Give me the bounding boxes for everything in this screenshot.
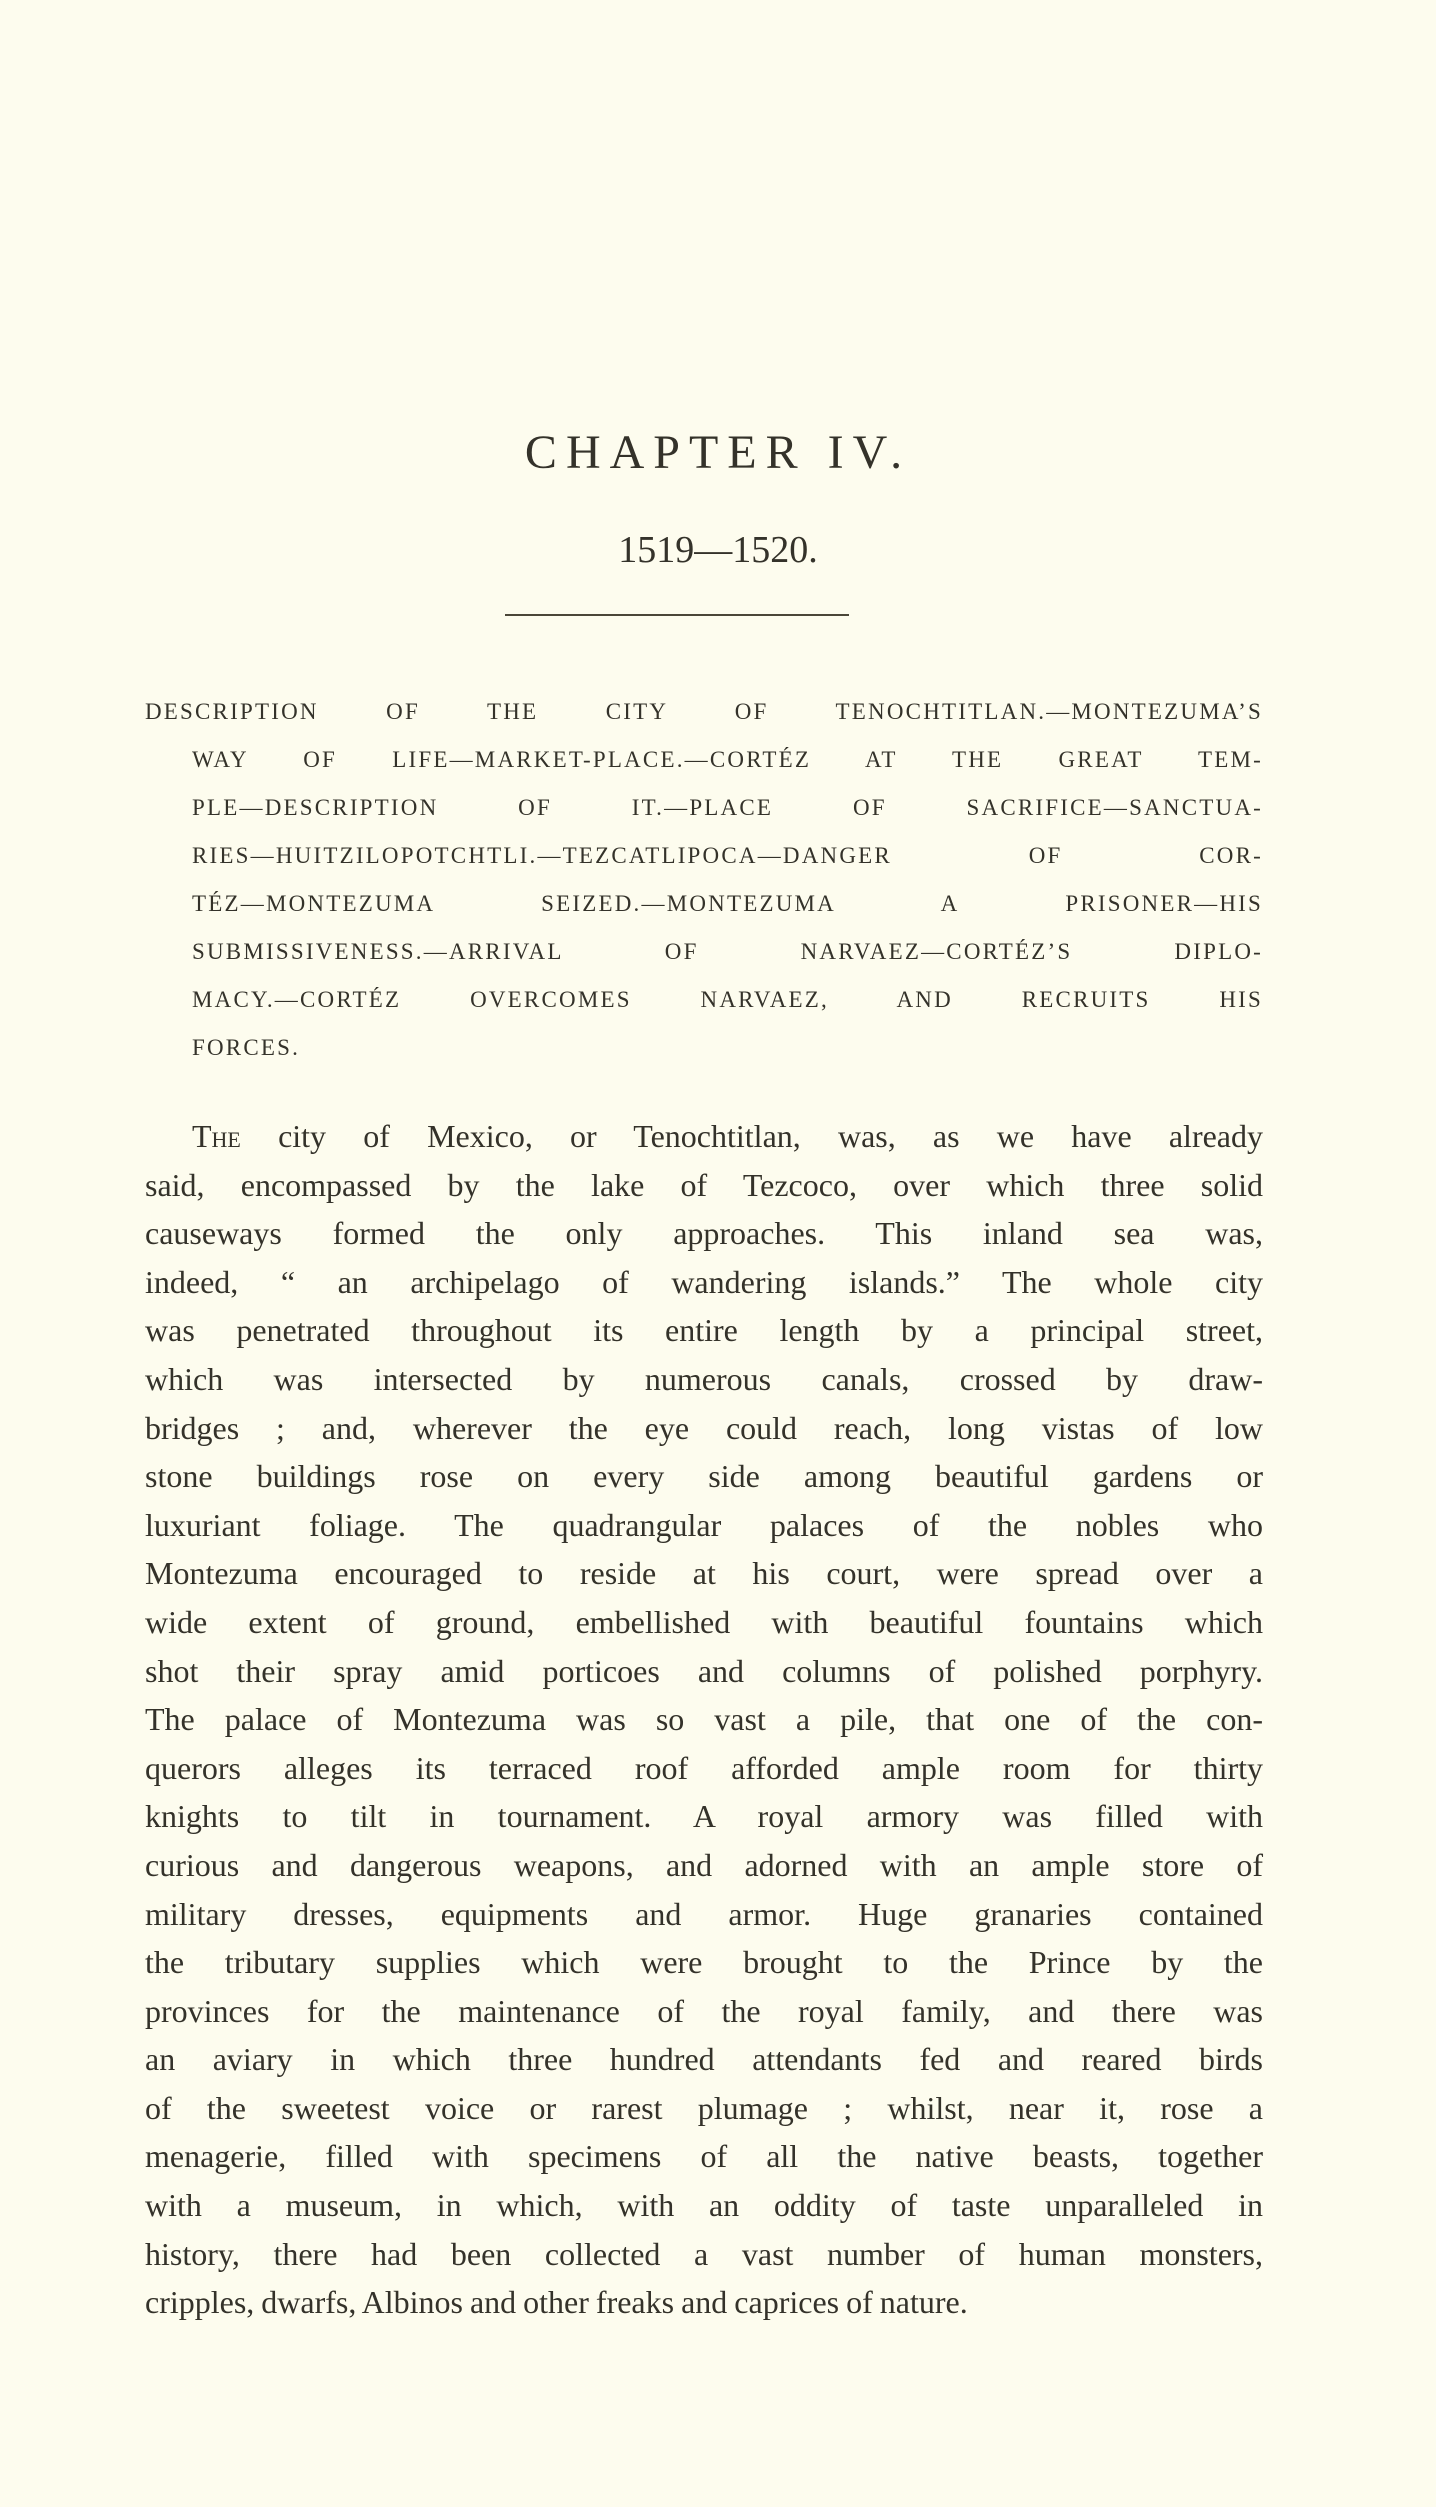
body-line: curious and dangerous weapons, and adorned with an ample store of: [145, 1846, 1263, 1883]
chapter-title: CHAPTER IV.: [524, 426, 912, 479]
body-line: which was intersected by numerous canals, crossed by draw-: [145, 1360, 1263, 1397]
body-line: history, there had been collected a vast number of human monsters,: [145, 2235, 1263, 2272]
body-line: stone buildings rose on every side among beautiful gardens or: [145, 1458, 1263, 1495]
body-line: wide extent of ground, embellished with beautiful fountains which: [145, 1603, 1263, 1640]
body-line-text: city of Mexico, or Tenochtitlan, was, as we have already: [240, 1118, 1263, 1154]
body-line: knights to tilt in tournament. A royal armory was filled with: [145, 1798, 1263, 1835]
body-line: indeed, “ an archipelago of wandering islands.” The whole city: [145, 1263, 1263, 1300]
first-word: The: [192, 1118, 241, 1154]
divider-rule: [505, 614, 849, 616]
summary-line: TÉZ—MONTEZUMA SEIZED.—MONTEZUMA A PRISONER—HIS: [192, 891, 1263, 916]
chapter-years: 1519—1520.: [618, 529, 818, 571]
body-line: shot their spray amid porticoes and columns of polished porphyry.: [145, 1652, 1263, 1689]
body-line: provinces for the maintenance of the royal family, and there was: [145, 1992, 1263, 2029]
body-line: bridges ; and, wherever the eye could reach, long vistas of low: [145, 1409, 1263, 1446]
body-paragraph: [145, 1112, 1263, 2327]
body-line: with a museum, in which, with an oddity of taste unparalleled in: [145, 2187, 1263, 2224]
body-line: luxuriant foliage. The quadrangular palaces of the nobles who: [145, 1506, 1263, 1543]
body-line: was penetrated throughout its entire length by a principal street,: [145, 1312, 1263, 1349]
body-line: an aviary in which three hundred attendants fed and reared birds: [145, 2041, 1263, 2078]
body-line: of the sweetest voice or rarest plumage ; whilst, near it, rose a: [145, 2089, 1263, 2126]
body-line: military dresses, equipments and armor. Huge granaries contained: [145, 1895, 1263, 1932]
body-line: The palace of Montezuma was so vast a pile, that one of the con-: [145, 1701, 1263, 1738]
summary-line: DESCRIPTION OF THE CITY OF TENOCHTITLAN.—MONTEZUMA’S: [145, 699, 1263, 724]
summary-line: RIES—HUITZILOPOTCHTLI.—TEZCATLIPOCA—DANGER OF COR-: [192, 843, 1263, 868]
body-line: menagerie, filled with specimens of all the native beasts, together: [145, 2138, 1263, 2175]
body-line: the tributary supplies which were brought to the Prince by the: [145, 1944, 1263, 1981]
body-line: causeways formed the only approaches. This inland sea was,: [145, 1215, 1263, 1252]
summary-line: PLE—DESCRIPTION OF IT.—PLACE OF SACRIFICE—SANCTUA-: [192, 795, 1263, 820]
body-line: Montezuma encouraged to reside at his court, were spread over a: [145, 1555, 1263, 1592]
chapter-summary: [145, 688, 1263, 1072]
summary-line: FORCES.: [192, 1035, 301, 1060]
body-line: [145, 1112, 1263, 1161]
body-line: said, encompassed by the lake of Tezcoco, over which three solid: [145, 1166, 1263, 1203]
body-line: cripples, dwarfs, Albinos and other freaks and caprices of nature.: [145, 2284, 968, 2321]
summary-line: SUBMISSIVENESS.—ARRIVAL OF NARVAEZ—CORTÉZ’S DIPLO-: [192, 939, 1263, 964]
body-line: querors alleges its terraced roof afforded ample room for thirty: [145, 1749, 1263, 1786]
summary-line: WAY OF LIFE—MARKET-PLACE.—CORTÉZ AT THE GREAT TEM-: [192, 747, 1263, 772]
summary-line: MACY.—CORTÉZ OVERCOMES NARVAEZ, AND RECRUITS HIS: [192, 987, 1263, 1012]
